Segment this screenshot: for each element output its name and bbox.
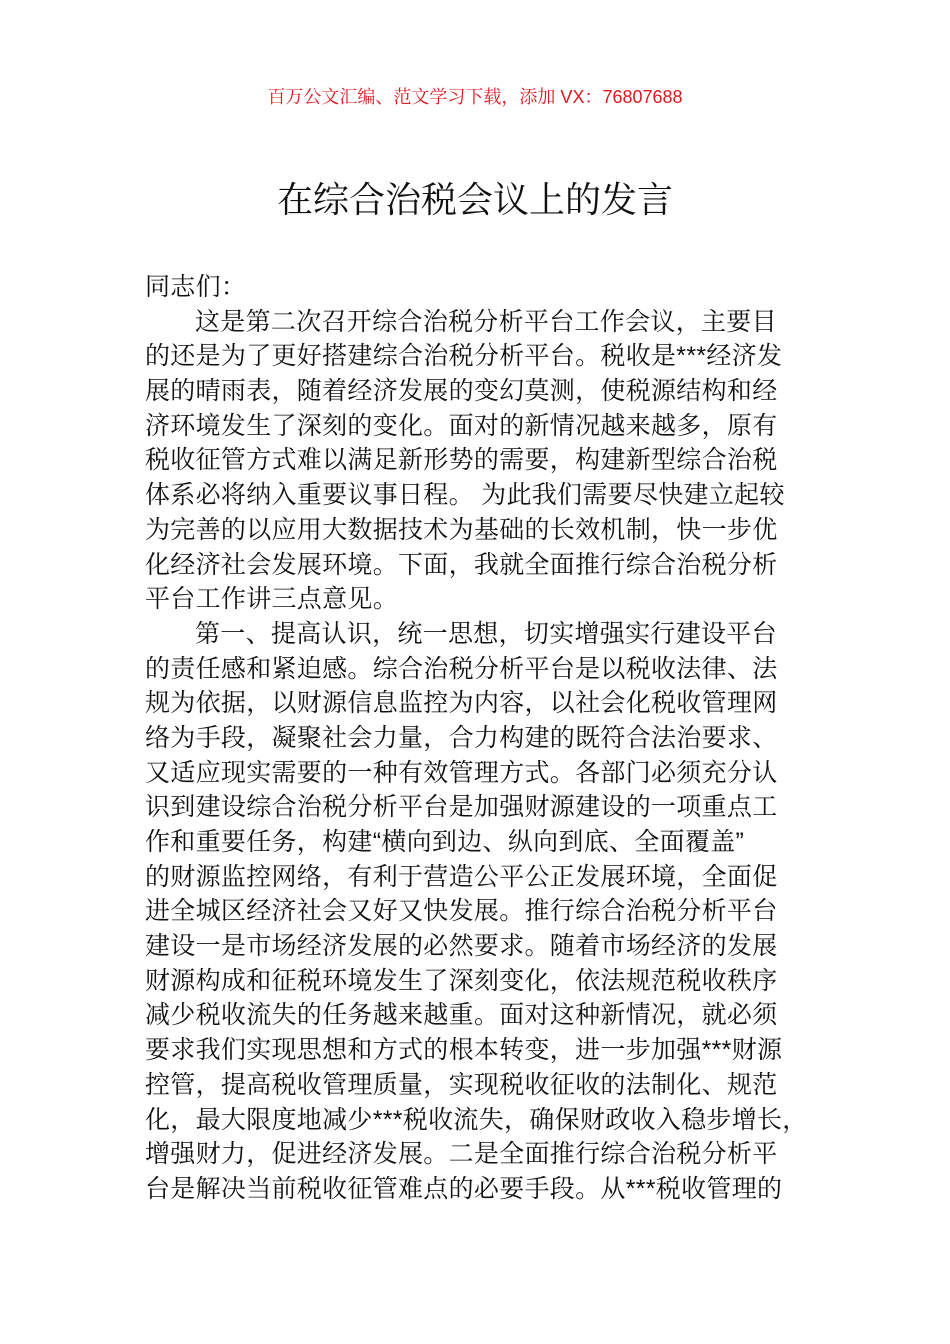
salutation: 同志们：: [145, 273, 247, 301]
paragraph-line: 作和重要任务，构建“横向到边、纵向到底、全面覆盖”: [145, 828, 745, 856]
paragraph-line: 识到建设综合治税分析平台是加强财源建设的一项重点工: [145, 793, 778, 822]
paragraph-line: 展的晴雨表，随着经济发展的变幻莫测，使税源结构和经: [145, 377, 778, 406]
paragraph-line: 减少税收流失的任务越来越重。面对这种新情况，就必须: [145, 1001, 778, 1030]
paragraph-line: 增强财力，促进经济发展。二是全面推行综合治税分析平: [145, 1140, 778, 1169]
document-title: 在综合治税会议上的发言: [276, 179, 673, 220]
paragraph-line: 又适应现实需要的一种有效管理方式。各部门必须充分认: [145, 758, 778, 787]
paragraph-line: 的责任感和紧迫感。综合治税分析平台是以税收法律、法: [145, 654, 778, 683]
paragraph-line: 台是解决当前税收征管难点的必要手段。从***税收管理的: [145, 1174, 783, 1203]
paragraph-line: 财源构成和征税环境发生了深刻变化，依法规范税收秩序: [145, 966, 778, 995]
paragraph-line: 为完善的以应用大数据技术为基础的长效机制，快一步优: [145, 515, 778, 544]
paragraph-line: 济环境发生了深刻的变化。面对的新情况越来越多，原有: [145, 411, 778, 440]
paragraph-line: 规为依据，以财源信息监控为内容，以社会化税收管理网: [145, 689, 778, 718]
paragraph-line: 进全城区经济社会又好又快发展。推行综合治税分析平台: [145, 897, 778, 926]
paragraph-line: 建设一是市场经济发展的必然要求。随着市场经济的发展: [145, 932, 778, 961]
paragraph-line: 化经济社会发展环境。下面，我就全面推行综合治税分析: [145, 550, 778, 579]
paragraph-line: 的还是为了更好搭建综合治税分析平台。税收是***经济发: [145, 342, 783, 371]
paragraph-line: 络为手段，凝聚社会力量，合力构建的既符合法治要求、: [145, 723, 778, 752]
paragraph: [145, 305, 845, 617]
paragraph: [145, 617, 845, 1207]
paragraph-line: 要求我们实现思想和方式的根本转变，进一步加强***财源: [145, 1036, 783, 1065]
paragraph-line: 税收征管方式难以满足新形势的需要，构建新型综合治税: [145, 446, 778, 475]
document-body: [145, 270, 845, 1207]
paragraph-line: 化，最大限度地减少***税收流失，确保财政收入稳步增长，: [145, 1105, 808, 1134]
paragraph-line: 第一、提高认识，统一思想，切实增强实行建设平台: [195, 619, 777, 648]
download-banner: 百万公文汇编、范文学习下载，添加 VX：76807688: [267, 87, 683, 107]
paragraph-line: 平台工作讲三点意见。: [145, 585, 399, 614]
paragraph-line: 的财源监控网络，有利于营造公平公正发展环境，全面促: [145, 862, 778, 891]
paragraph-line: 控管，提高税收管理质量，实现税收征收的法制化、规范: [145, 1070, 778, 1099]
paragraph-line: 这是第二次召开综合治税分析平台工作会议，主要目: [195, 307, 777, 336]
paragraph-line: 体系必将纳入重要议事日程。 为此我们需要尽快建立起较: [145, 481, 785, 510]
